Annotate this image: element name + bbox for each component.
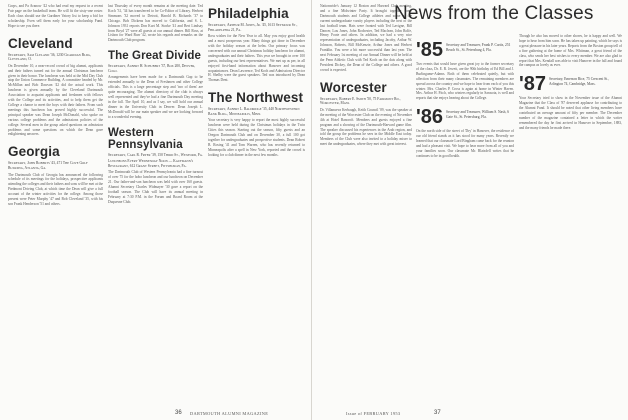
page-number: 37 [434,410,441,416]
class-secretary: Secretary and Treasurer, William S. Nash, 6 Gate St., St. Petersburg, Fla. [446,110,510,119]
intro-text: Corps, and Pa Aranow '42 who had read my request in a recent Fair page on the basketball team. He will fit the sixty-one roster. Each class should use the Gardiner Vatory list to keep a bid for scholarship. Even sell them early for your scholarship Fund. Hope to see you there. [8,4,103,28]
section-secretary: Secretary, John Roberts '43, 471 The Cove Golf Building, Atlanta, Ga. [8,161,88,170]
right-column-3 [519,34,622,131]
section-secretary: Secretary, Carl R. Fryer '39, 150 Third St., Wexford, Pa. [108,152,203,157]
right-column-2 [416,34,514,159]
section-body: On December 10, a near-record crowd of big alumni, applicants and their fathers turned out for the annual Christmas luncheon given in their honor. The luncheon was held at the Mid Day Club atop the Union Commerce Building. A committee headed by Mr. McMillan and Bob Dawson '42 did the actual work. This luncheon is given annually by the Cleveland Dartmouth Association to acquaint applicants and freshmen with fellows with the College and its activities, and to help them get the College a chance to meet the boys with their fathers. From such meetings this luncheon has proved highly successful. The principal speaker was Dean Joseph McDonald, who spoke on various college problems and the admissions policies of the college. Several men in the group asked questions on admission problems and some questions on which the Dean gave enlightening answers. [8,63,103,137]
class-body: On the north side of the street of 'Dry' in Hanover, the residence of our old friend stands as it has stood for many years. Recently we learned that our classmate Lord Bingham came back for the reunion and had a pleasant visit. We hope to hear more from all of you and your families soon. Our classmate Mr. Blaisdell writes that he continues to be in good health. [416,129,514,158]
class-secretary: Secretary and Treasurer, Frank P. Curtis, 251 Beach St., St. Petersburg 4, Fla. [446,43,511,52]
section-body: Ross wishes for the New Year to all. May you enjoy good health and a most prosperous year. Many things got done in December with the holiday season at the helm. Our primary focus was concerned with our annual Christmas holiday luncheon for alumni, undergraduates and their fathers. This year we brought in over 100 guests, including our best representatives. We met up as per, in all enjoyed first-hand information about Hanover and incoming acquaintances. Dean Lawrence, Ted Koch and Admissions Director H. Shelby were the guest speakers. Ted was introduced by Dean Thomas Dent. [208,34,305,83]
section-secretary: Secretary, Albert H. Schubert '37, Box 200, Denver, Colo. [108,64,196,73]
right-page [316,0,628,420]
section-title-georgia: Georgia [8,144,60,160]
section-secretary: Secretary, Albert L. Baldridge '35, 440 Northwestern Bank Bldg., Minneapolis, Minn. [208,107,300,116]
class-body: Though he also has moved to other shores, he is happy and well. We hope to hear from him soon. He has taken up painting, which he says is a great pleasure in his later years. Reports from the Boston group tell of a fine gathering at the home of Mrs. Whitman, a great friend of the class, who sends her best wishes to every member. We are also glad to report that Mrs. Kendall was able to visit Hanover in the fall and found the campus as lovely as ever. [519,34,622,68]
section-title-great-divide: The Great Divide [108,50,201,63]
class-header [416,107,514,127]
class-header [519,74,622,94]
section-title-northwest: The Northwest [208,90,304,106]
left-page [0,0,312,420]
section-title-cleveland: Cleveland [8,35,73,51]
left-column-3 [208,4,305,158]
class-secretary: Secretary, Emerson Rice, 75 Crescent St., Arlington 74, Cambridge, Mass. [549,77,609,86]
section-body: The Dartmouth Club of Georgia has announced the following schedule of its meetings for the holidays, prospective applicants attending the colleges and their fathers and sons will be met at the Piedmont Driving Club, at which time the Dean will give a full account of the winter activities for the college. Among those present were Peter Murphy '47 and Bob Cleveland '35, with his son Frank Henderson '51 and others. [8,172,103,206]
left-column-1 [8,4,103,207]
page-footer: DARTMOUTH ALUMNI MAGAZINE [190,411,269,416]
class-body: Your Secretary tried to show in the November issue of the Alumni Magazine that the Class of '87 deserved applause for contributing to the Alumni Fund. It should be noted that other living members have contributed an average amount of fifty per member. The December number of the magazine contained a letter in which the writer remembered the day he first arrived in Hanover in September, 1883, and the many friends he made there. [519,96,622,130]
left-column-2 [108,4,203,205]
masthead-title: News from the Classes [394,3,594,24]
section-luncheon-note: Luncheons Every Wednesday Noon — Kaufmann's Restaurant, 612 Grant Street, Pittsburgh, Pa. [108,159,194,168]
section-title-philadelphia: Philadelphia [208,6,289,21]
page-number: 36 [175,410,182,416]
class-year: '86 [416,106,444,129]
section-body: The Dartmouth Club of Western Pennsylvania had a fine turnout of over 75 for the hobo luncheon and our luncheon on December 21. Our father-and-son luncheon was held with over 160 guests. Alumni Secretary Charles Widmayer '30 gave a report on the football season. The Club will have its annual meeting in February at 7:30 P.M. in the Forum and Board Room at the Duquesne Club. [108,170,203,204]
intro-text: Nationwide's January 12 Boston and Harvard Club meeting, and a fine Midwinter Party. It brought together some Dartmouth students and College athletes and some of the current undergraduate varsity players including the best of the last football team. Hats were fronted with Ted Lavigne, Bill Dancer, Lou Jones, John Rochester, Ted Maclean, John Rolfe, Henry Foote and others. In addition, we had a very nice representation of undergraduates, including Jacoby, Arthur W. Johnson, Roberts, Bill McKenzie, Arthur Jones and Herbert Franklin. You were a bit more successful than last year. The next February 1st meeting of our Annual Dinner will be held at the Penn Athletic Club with Ted Koch on the dais along with President Dickey, the Dean of the College and others. A good crowd is expected. [320,4,412,72]
section-secretary: Secretary, Sam Cleland '36, 1230 Guardian Bldg, Cleveland, O. [8,52,92,62]
class-body: Two events that would have given great joy to the former secretary of the class, Dr. E. R. Jewett, are the 90th birthday of Ed Bill and J. Burlingame-Adams. Both of them celebrated quietly, but with affection from their many classmates. The remaining members are spread across the country and we hope to hear from each of you this winter. Mrs. Charles P. Cross is again at home in Winter Haven. Mrs. Arthur H. Fitch, who winters regularly in Sarasota, is well and reports that she enjoys hearing about the College. [416,62,514,101]
page-footer: Issue of FEBRUARY 1953 [346,411,401,416]
class-header [416,40,514,60]
section-secretary: Secretary, Arthur M. Jones, Jr. '45, 1613 Seymour St., Philadelphia 21, Pa. [208,23,298,32]
class-year: '87 [519,73,547,96]
section-body: Dr. Villanueva Kerbaugh, Keith Council '09, was the speaker at the meeting of the Worcester Club on the evening of November 4th at Hotel Bancroft. Members and guests enjoyed a fine program and a showing of the Dartmouth-Harvard game film. The speaker discussed his experiences in the Arab region, and told the group the problems he sees in the Middle East today. Members of the Club were also invited to a holiday mixer to meet the undergraduates, where they met with great interest. [320,107,412,147]
section-title-worcester: Worcester [320,79,387,95]
right-column-1 [320,4,412,147]
section-body: Your secretary is very happy to report the most highly successful luncheon were held during the Christmas holidays in the Twin Cities this season. Starting out the season, fifty guests and an Oregon Dartmouth Club and on December 30, a full 100 got together for undergraduates and prospective students. Dean Robert B. Rosing '41 and Tom Warren, who has recently returned to Minneapolis after a spell in New York, reported and the crowd is looking for a club dinner in the next few months. [208,118,305,157]
intro-text: last Thursday of every month remains at the meeting date. Ted Koch '31, '34 has transferred to be Co-Editor of Library. Herbert Simmons '32 moved to Detroit, Harold B. Richards '37 to Chicago. Bob Dickens has moved to California, and S. L. Johnson 1931 reports Don Kurt M. Storke '41 and Bert Lindsay from Boyd '27 were all guests at our annual dinner. Bill Ross, at Lisbon for Ward Burr '42, wrote his regards and remarks on the Dartmouth Club program. [108,4,203,43]
class-year: '85 [416,39,444,61]
section-secretary: Secretary, Robert E. Smith '50, 75 Fairmont Rd., Worcester, Mass. [320,96,401,106]
section-body: Arrangements have been made for a Dartmouth Gap to be extended annually to the Dean of Freshmen and other College officials. This is a large percentage step and 'two of them' are quite encouraging. The alumni directory of the club is always well represented and they've had a fine Dartmouth Day meeting in the fall. The April 10, and as I say, we will hold our annual dinner in the University Club in Denver. Dean Joseph L. McDonald will be our main speaker and we are looking forward to a wonderful evening. [108,75,203,119]
section-title-western-pennsylvania: Western Pennsylvania [108,126,183,151]
